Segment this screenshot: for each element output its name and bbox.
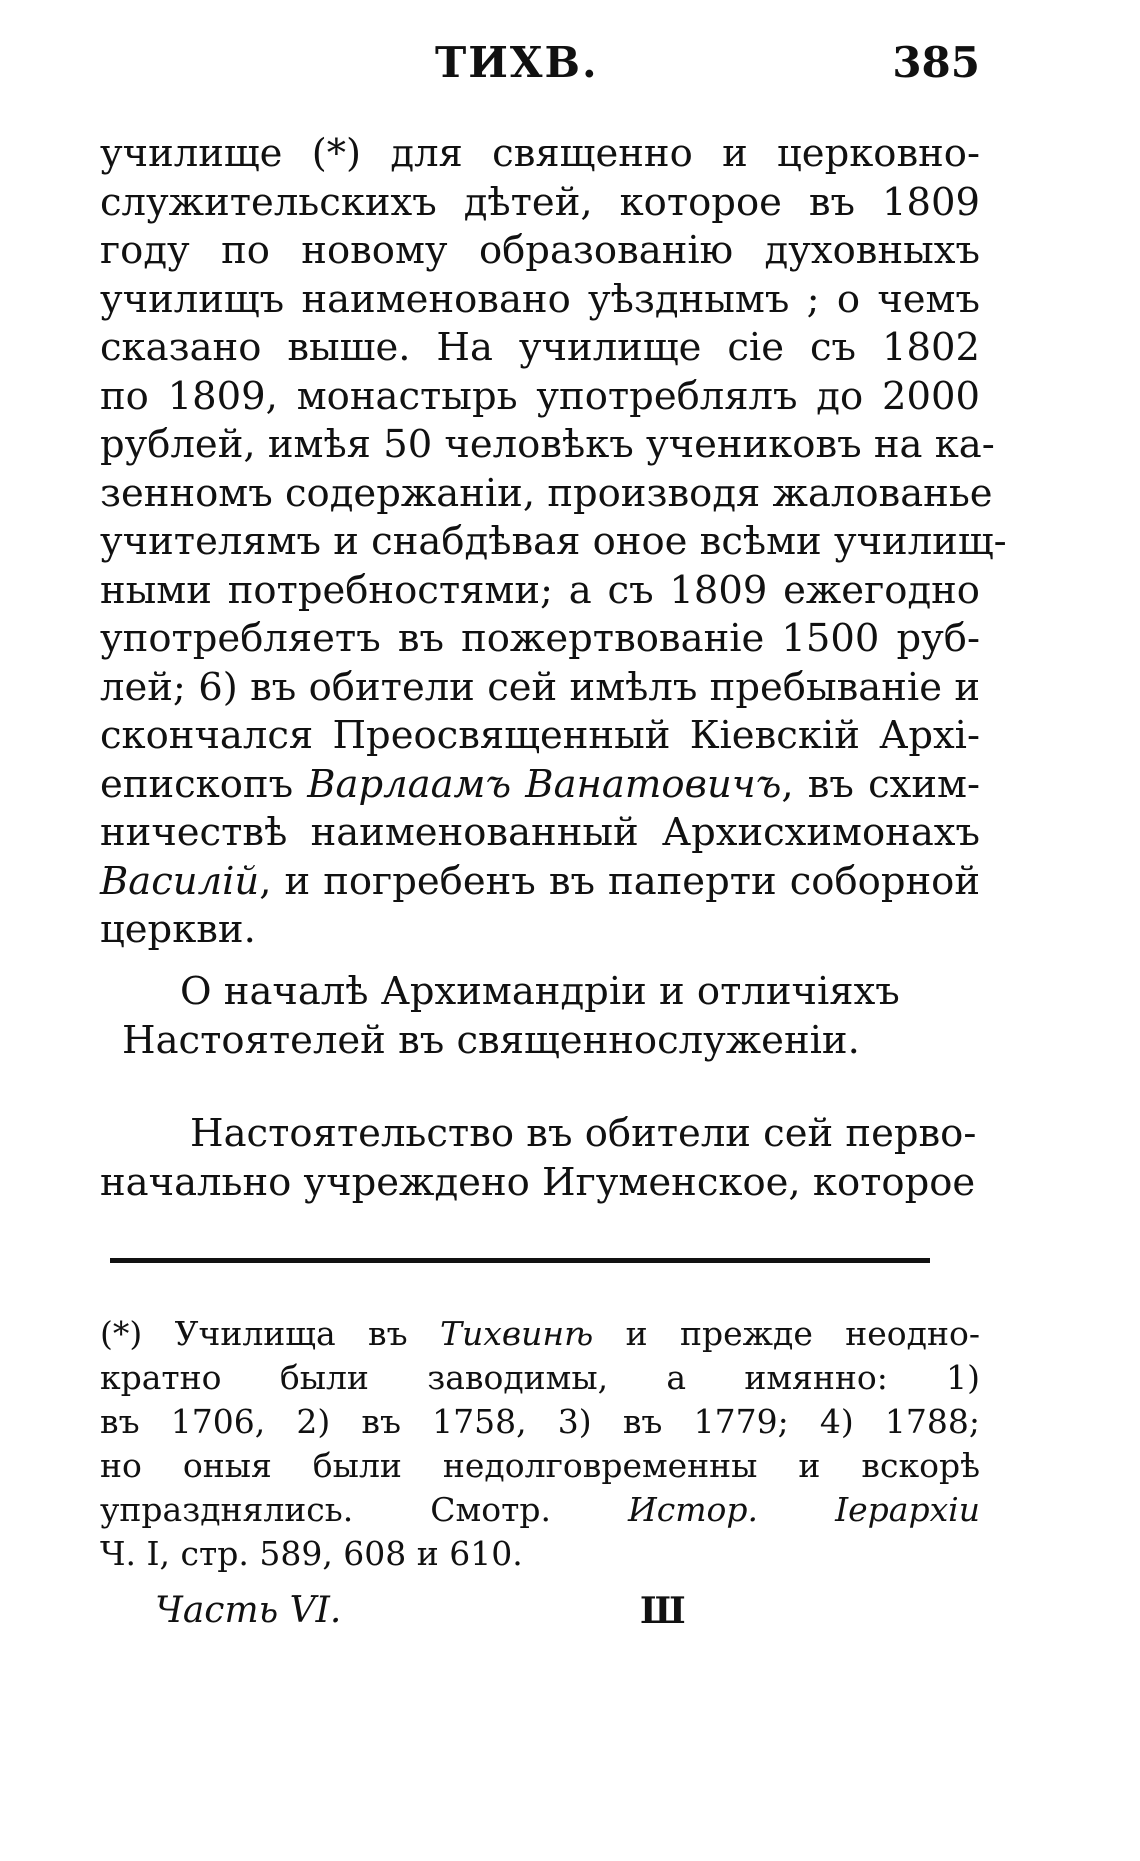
signature-mark: Ш — [640, 1590, 686, 1632]
body-line: зенномъ содержаніи, производя жалованье — [100, 470, 993, 516]
body-line: скончался Преосвященный Кіевскій Архі- — [100, 713, 980, 758]
body-line: учителямъ и снабдѣвая оное всѣми училищ- — [100, 519, 1007, 564]
footnote — [100, 1312, 980, 1576]
body-line: служительскихъ дѣтей, которое въ 1809 — [100, 179, 980, 225]
body-line: училищъ наименовано уѣзднымъ ; о чемъ — [100, 276, 980, 322]
body-line-16 — [100, 858, 980, 907]
section-line: Настоятельство въ обители сей перво- — [190, 1111, 977, 1156]
footnote-line: въ 1706, 2) въ 1758, 3) въ 1779; 4) 1788; — [100, 1402, 980, 1441]
footnote-line: кратно были заводимы, а имянно: 1) — [100, 1358, 980, 1397]
text-run: (*) Училища въ — [100, 1314, 441, 1353]
section-heading — [100, 968, 980, 1065]
footnote-line — [100, 1312, 980, 1356]
body-line: училище (*) для священно и церковно- — [100, 131, 980, 176]
text-run: , въ схим- — [781, 761, 980, 807]
body-line: году по новому образованію духовныхъ — [100, 228, 980, 273]
body-line: сказано выше. На училище сіе съ 1802 — [100, 325, 980, 370]
italic-name: Тихвинѣ — [440, 1314, 594, 1353]
footnote-divider — [110, 1258, 930, 1263]
body-line: лей; 6) въ обители сей имѣлъ пребываніе и — [100, 664, 980, 710]
text-run: и прежде неодно- — [593, 1314, 981, 1353]
body-line: ными потребностями; а съ 1809 ежегодно — [100, 567, 980, 613]
part-label: Часть VI. — [155, 1590, 342, 1631]
body-line: церкви. — [100, 907, 256, 952]
italic-name: Василій — [100, 858, 260, 904]
body-text — [100, 130, 1007, 955]
page-number: 385 — [892, 38, 980, 87]
body-line: употребляетъ въ пожертвованіе 1500 руб- — [100, 616, 980, 661]
body-line: ничествѣ наименованный Архисхимонахъ — [100, 810, 980, 855]
footnote-line — [100, 1488, 980, 1532]
text-run: упразднялись. Смотр. — [100, 1490, 628, 1529]
running-title: ТИХВ. — [435, 38, 599, 87]
footnote-line: Ч. I, стр. 589, 608 и 610. — [100, 1534, 523, 1573]
text-run: , и погребенъ въ паперти соборной — [259, 858, 980, 904]
section-text — [100, 1110, 980, 1207]
signature-line — [155, 1590, 715, 1640]
heading-line: Настоятелей въ священнослуженіи. — [122, 1017, 860, 1063]
footnote-line: но оныя были недолговременны и вскорѣ — [100, 1446, 980, 1485]
heading-line: О началѣ Архимандріи и отличіяхъ — [180, 969, 900, 1014]
page-header — [100, 38, 980, 98]
italic-reference: Истор. Іерархіи — [628, 1490, 980, 1529]
text-run: епископъ — [100, 761, 308, 807]
body-line: рублей, имѣя 50 человѣкъ учениковъ на ка- — [100, 422, 995, 467]
body-line: по 1809, монастырь употреблялъ до 2000 — [100, 373, 980, 419]
section-line: начально учреждено Игуменское, которое — [100, 1159, 976, 1205]
italic-name: Варлаамъ Ванатовичъ — [307, 761, 782, 807]
body-line-14 — [100, 761, 980, 810]
